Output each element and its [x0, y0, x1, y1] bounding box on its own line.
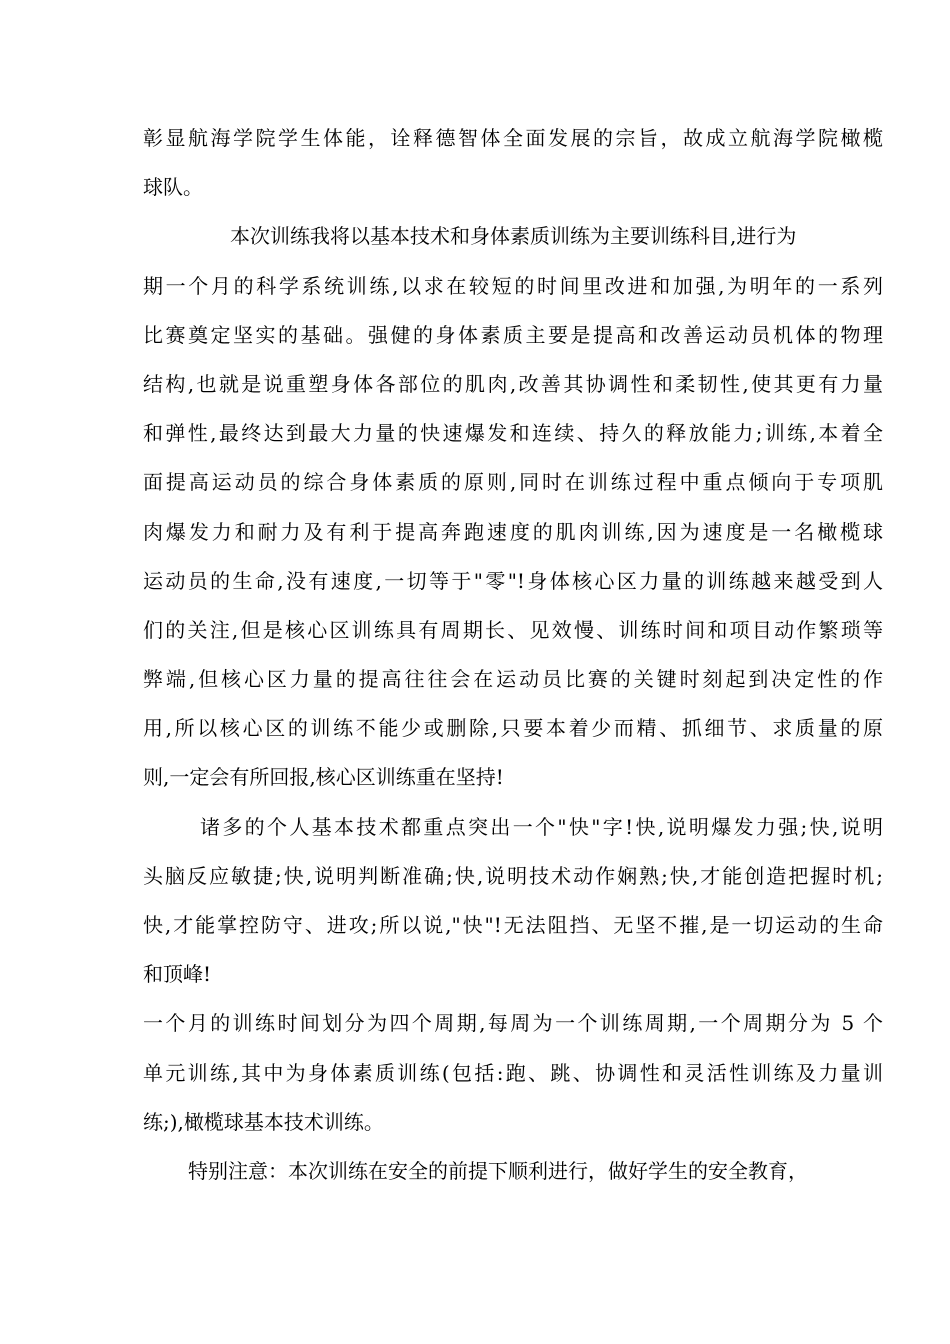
text-line: 快,才能掌控防守、进攻;所以说,"快"!无法阻挡、无坚不摧,是一切运动的生命	[143, 913, 883, 937]
text-line: 用,所以核心区的训练不能少或删除,只要本着少而精、抓细节、求质量的原	[143, 716, 883, 741]
document-body	[143, 114, 883, 1196]
text-line: 弊端,但核心区力量的提高往往会在运动员比赛的关键时刻起到决定性的作	[143, 667, 883, 692]
text-line: 练;),橄榄球基本技术训练。	[143, 1109, 384, 1134]
text-line: 彰显航海学院学生体能，诠释德智体全面发展的宗旨，故成立航海学院橄榄	[143, 126, 883, 150]
text-line: 结构,也就是说重塑身体各部位的肌肉,改善其协调性和柔韧性,使其更有力量	[143, 371, 883, 396]
text-line: 们的关注,但是核心区训练具有周期长、见效慢、训练时间和项目动作繁琐等	[143, 617, 883, 642]
text-line: 本次训练我将以基本技术和身体素质训练为主要训练科目,进行为	[230, 224, 797, 249]
text-line: 则,一定会有所回报,核心区训练重在坚持!	[143, 765, 504, 790]
text-line: 和弹性,最终达到最大力量的快速爆发和连续、持久的释放能力;训练,本着全	[143, 421, 883, 446]
text-line: 和顶峰!	[143, 962, 212, 987]
text-line: 球队。	[143, 175, 203, 200]
text-line: 诸多的个人基本技术都重点突出一个"快"字!快,说明爆发力强;快,说明	[200, 814, 883, 839]
text-line: 运动员的生命,没有速度,一切等于"零"!身体核心区力量的训练越来越受到人	[143, 568, 883, 593]
text-line: 特别注意：本次训练在安全的前提下顺利进行，做好学生的安全教育，	[188, 1158, 808, 1183]
text-line: 肉爆发力和耐力及有利于提高奔跑速度的肌肉训练,因为速度是一名橄榄球	[143, 519, 883, 544]
text-line: 期一个月的科学系统训练,以求在较短的时间里改进和加强,为明年的一系列	[143, 273, 883, 298]
text-line: 面提高运动员的综合身体素质的原则,同时在训练过程中重点倾向于专项肌	[143, 470, 883, 495]
text-line: 单元训练,其中为身体素质训练(包括:跑、跳、协调性和灵活性训练及力量训	[143, 1060, 883, 1085]
text-line: 一个月的训练时间划分为四个周期,每周为一个训练周期,一个周期分为 5 个	[143, 1011, 883, 1036]
text-line: 头脑反应敏捷;快,说明判断准确;快,说明技术动作娴熟;快,才能创造把握时机;	[143, 863, 883, 888]
text-line: 比赛奠定坚实的基础。强健的身体素质主要是提高和改善运动员机体的物理	[143, 322, 883, 347]
